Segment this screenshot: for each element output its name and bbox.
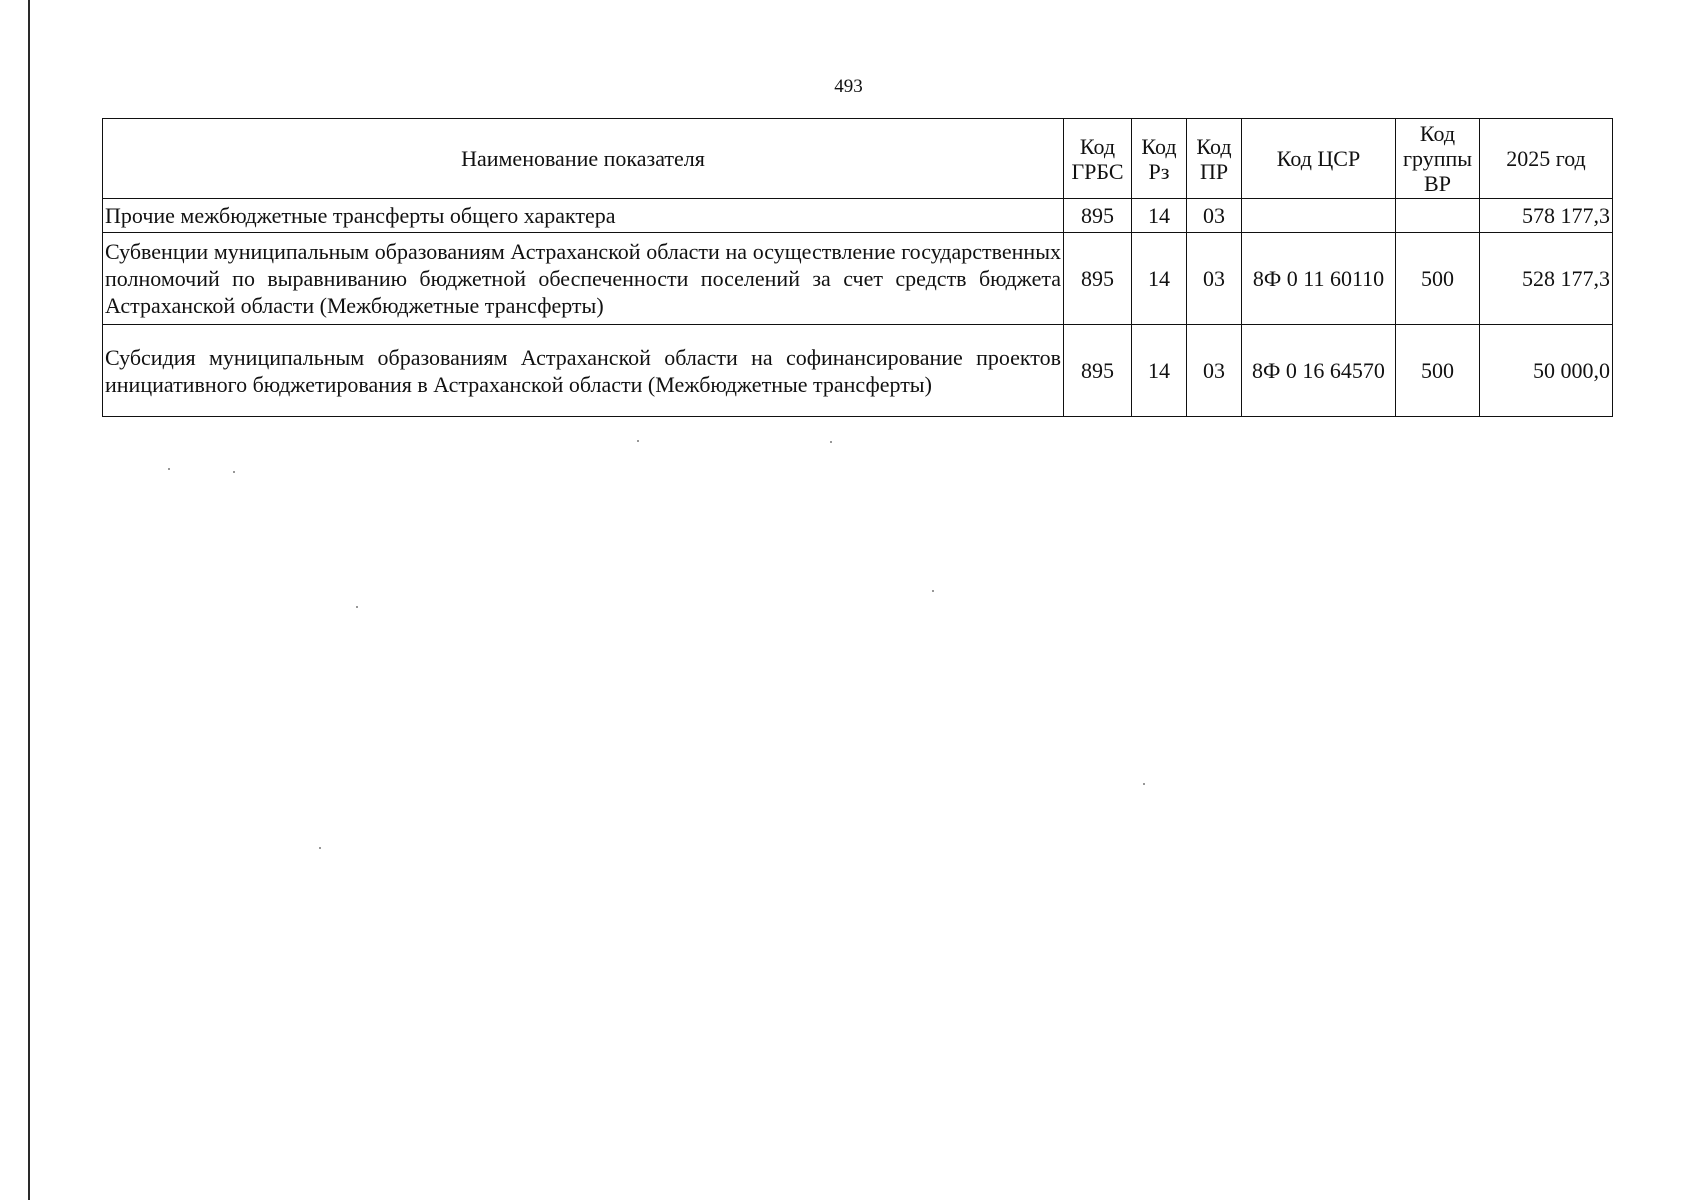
table-row [103,233,1613,325]
scan-speck [356,606,358,608]
header-rz: Код Рз [1132,119,1187,199]
row-rz: 14 [1132,325,1187,417]
scan-edge-line [28,0,30,1200]
row-vr: 500 [1396,325,1480,417]
scan-speck [233,471,235,473]
row-grbs: 895 [1064,233,1132,325]
table-header-row [103,119,1613,199]
row-vr: 500 [1396,233,1480,325]
row-pr: 03 [1187,233,1242,325]
row-grbs: 895 [1064,199,1132,233]
row-csr: 8Ф 0 11 60110 [1242,233,1396,325]
page-number: 493 [834,76,863,97]
scan-speck [932,590,934,592]
row-csr: 8Ф 0 16 64570 [1242,325,1396,417]
row-rz: 14 [1132,233,1187,325]
row-amount: 528 177,3 [1480,233,1613,325]
header-year: 2025 год [1480,119,1613,199]
header-grbs: Код ГРБС [1064,119,1132,199]
row-name: Прочие межбюджетные трансферты общего характера [103,199,1064,233]
scan-speck [168,468,170,470]
scan-speck [637,440,639,442]
header-csr: Код ЦСР [1242,119,1396,199]
scan-speck [319,847,321,849]
row-vr [1396,199,1480,233]
row-amount: 578 177,3 [1480,199,1613,233]
row-rz: 14 [1132,199,1187,233]
scan-speck [830,441,832,443]
row-csr [1242,199,1396,233]
row-name: Субсидия муниципальным образованиям Астраханской области на софинансирование проектов инициативного бюджетирования в Астраханской области (Межбюджетные трансферты) [103,325,1064,417]
scan-speck [1143,783,1145,785]
header-name: Наименование показателя [103,119,1064,199]
row-amount: 50 000,0 [1480,325,1613,417]
budget-table [102,118,1613,417]
row-pr: 03 [1187,325,1242,417]
row-name: Субвенции муниципальным образованиям Астраханской области на осуществление государственных полномочий по выравниванию бюджетной обеспеченности поселений за счет средств бюджета Астраханской области (Межбюджетные трансферты) [103,233,1064,325]
header-pr: Код ПР [1187,119,1242,199]
header-vr: Код группы ВР [1396,119,1480,199]
row-grbs: 895 [1064,325,1132,417]
row-pr: 03 [1187,199,1242,233]
table-row [103,325,1613,417]
table-row [103,199,1613,233]
